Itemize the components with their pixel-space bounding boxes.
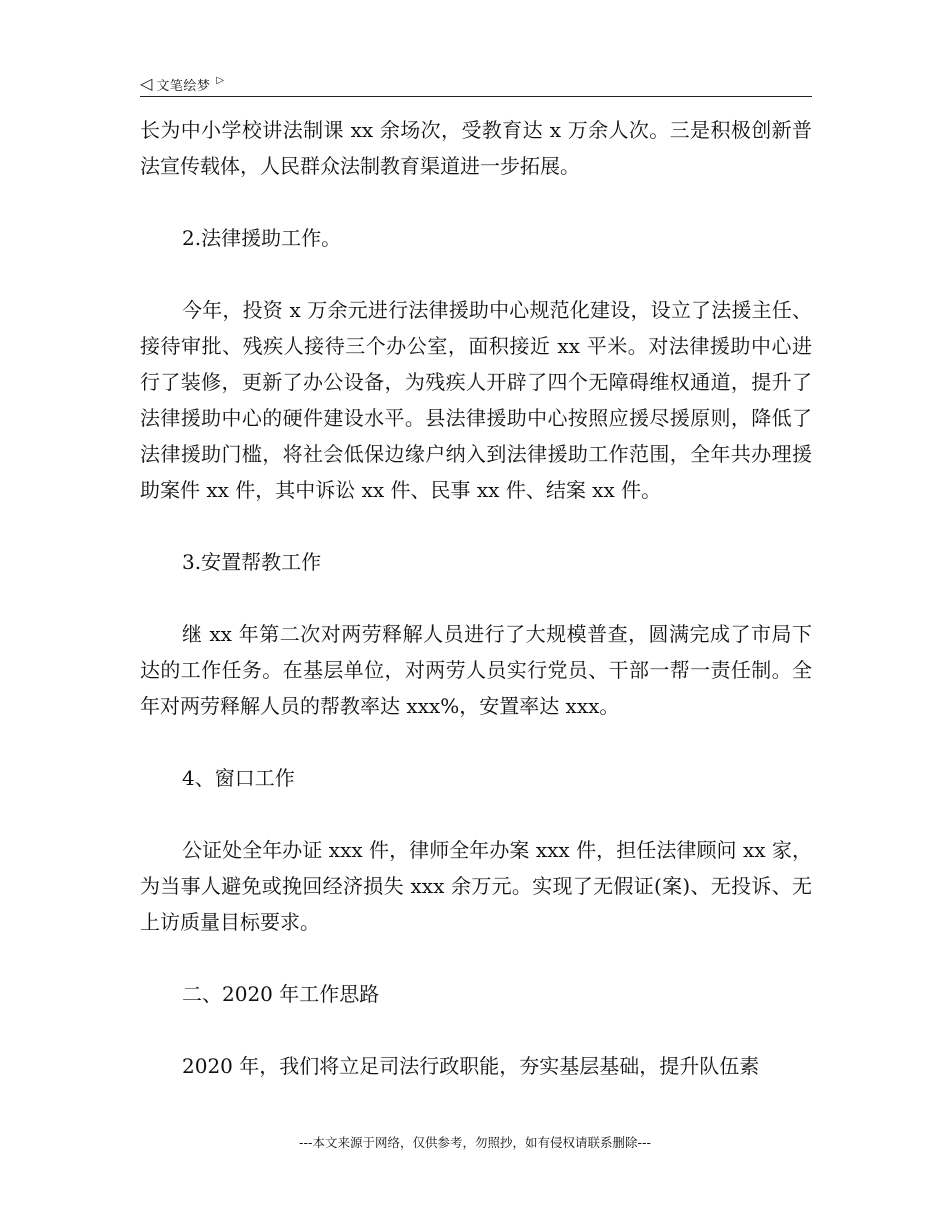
paragraph-legal-aid: 今年，投资 x 万余元进行法律援助中心规范化建设，设立了法援主任、接待审批、残疾人接待三个办公室，面积接近 xx 平米。对法律援助中心进行了装修，更新了办公设备，为残疾人开辟了四个无障碍维权通道，提升了法律援助中心的硬件建设水平。县法律援助中心按照应援尽援原则，降低了法律援助门槛，将社会低保边缘户纳入到法律援助工作范围，全年共办理援助案件 xx 件，其中诉讼 xx 件、民事 xx 件、结案 xx 件。 [140,298,812,502]
paragraph-2020-plan: 2020 年，我们将立足司法行政职能，夯实基层基础，提升队伍素 [182,1054,760,1078]
section-heading-2020-plan: 二、2020 年工作思路 [182,982,380,1006]
document-body [140,112,812,1084]
section-heading-legal-aid: 2.法律援助工作。 [182,226,342,250]
page-footer-disclaimer: ---本文来源于网络，仅供参考，勿照抄，如有侵权请联系删除--- [298,1135,652,1150]
page-header [140,72,812,97]
section-heading-resettlement: 3.安置帮教工作 [182,550,322,574]
right-triangle-icon: ▷ [216,75,225,86]
section-heading-window-work: 4、窗口工作 [182,766,295,790]
paragraph-1: 长为中小学校讲法制课 xx 余场次，受教育达 x 万余人次。三是积极创新普法宣传载体，人民群众法制教育渠道进一步拓展。 [140,118,812,178]
paragraph-resettlement: 继 xx 年第二次对两劳释解人员进行了大规模普查，圆满完成了市局下达的工作任务。在基层单位，对两劳人员实行党员、干部一帮一责任制。全年对两劳释解人员的帮教率达 xxx%，安置率达 xxx。 [140,622,812,718]
header-brand: 文笔绘梦 [156,78,211,94]
left-triangle-icon: ◁ [140,74,153,93]
paragraph-window-work: 公证处全年办证 xxx 件，律师全年办案 xxx 件，担任法律顾问 xx 家，为当事人避免或挽回经济损失 xxx 余万元。实现了无假证(案)、无投诉、无上访质量目标要求。 [140,838,812,934]
